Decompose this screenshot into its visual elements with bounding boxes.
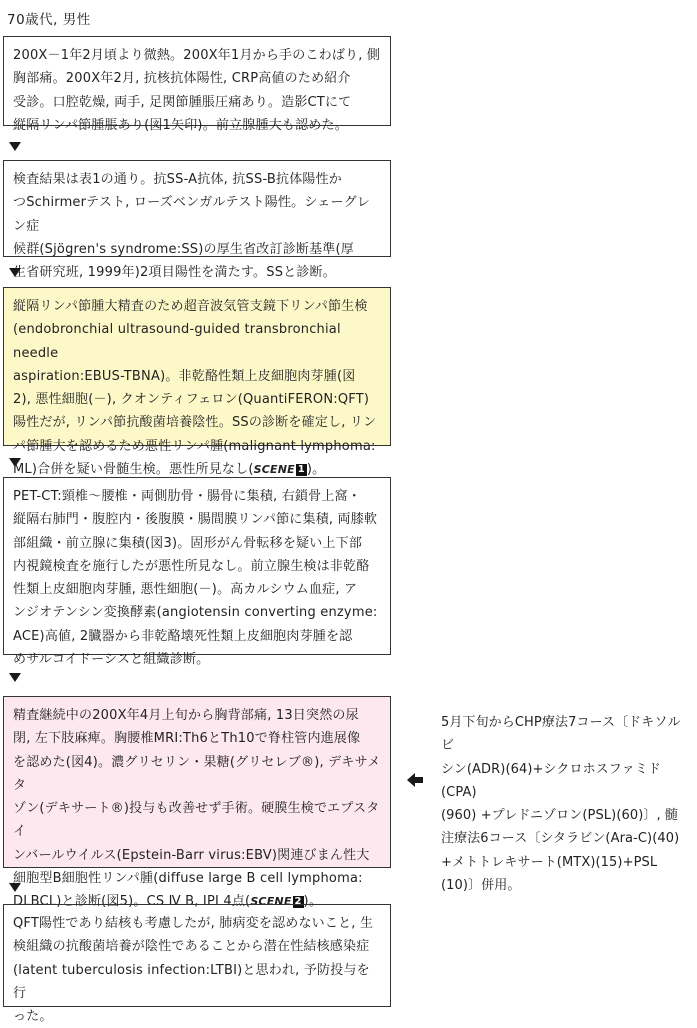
history-text: 200X－1年2月頃より微熱。200X年1月から手のこわばり, 側 胸部痛。200X年2月, 抗核抗体陽性, CRP高値のため紹介 受診。口腔乾燥, 両手, 足関節腫脹圧痛あり。造影CTにて 縦隔リンパ節腫脹あり(図1矢印)。前立腺腫大も認めた。 <box>13 48 381 133</box>
left-arrow-icon <box>407 773 423 787</box>
dlbcl-body: 精査継続中の200X年4月上旬から胸背部痛, 13日突然の尿 閉, 左下肢麻痺。胸腰椎MRI:Th6とTh10で脊柱管内進展像 を認めた(図4)。濃グリセリン・果糖(グリセレブ®), デキサメタ ゾン(デキサート®)投与も改善せず手術。硬膜生検でエプスタイ ンバールウイルス(Epstein-Barr virus:EBV)関連びまん性大 細胞型B細胞性リンパ腫(diffuse large B cell lymphoma: DLBCL)と診断(図5)。CS Ⅳ B, IPI 4点( <box>13 708 381 910</box>
ltbi-box <box>3 904 391 1025</box>
scene-label: SCENE <box>253 463 295 477</box>
ebus-text <box>13 295 382 481</box>
pet-ct-text: PET-CT:頸椎～腰椎・両側肋骨・腸骨に集積, 右鎖骨上窩・ 縦隔右肺門・腹腔内・後腹膜・腸間膜リンパ節に集積, 両膝軟 部組織・前立腺に集積(図3)。固形がん骨転移を疑い上下部 内視鏡検査を施行したが悪性所見なし。前立腺生検は非乾酪 性類上皮細胞肉芽腫, 悪性細胞(－)。高カルシウム血症, ア ンジオテンシン変換酵素(angiotensin converting enzyme: ACE)高値, 2臓器から非乾酪壊死性類上皮細胞肉芽腫を認 めサルコイドーシスと組織診断。 <box>13 489 378 668</box>
dlbcl-tail: )。 <box>303 894 323 910</box>
ltbi-text: QFT陽性であり結核も考慮したが, 肺病変を認めないこと, 生 検組織の抗酸菌培養が陰性であることから潜在性結核感染症 (latent tuberculosis infection:LTBI)と思われ, 予防投与を行 った。 <box>13 916 374 1025</box>
down-triangle-icon <box>9 673 21 682</box>
ebus-box <box>3 287 391 478</box>
down-triangle-icon <box>9 142 21 151</box>
down-triangle-icon <box>9 458 21 467</box>
down-triangle-icon <box>9 883 21 892</box>
history-box <box>3 36 391 133</box>
down-triangle-icon <box>9 268 21 277</box>
scene-number-badge: 2 <box>294 896 302 908</box>
exam-results-box <box>3 160 391 281</box>
dlbcl-box <box>3 696 391 910</box>
scene-label: SCENE <box>250 895 292 909</box>
scene-number-badge: 1 <box>297 464 305 476</box>
exam-results-text: 検査結果は表1の通り。抗SS-A抗体, 抗SS-B抗体陽性か つSchirmerテスト, ローズベンガルテスト陽性。シェーグレン症 候群(Sjögren's syndrome:SS)の厚生省改訂診断基準(厚 生省研究班, 1999年)2項目陽性を満たす。SSと診断。 <box>13 172 371 281</box>
ebus-body: 縦隔リンパ節腫大精査のため超音波気管支鏡下リンパ節生検 (endobronchial ultrasound-guided transbronchial needle aspiration:EBUS-TBNA)。非乾酪性類上皮細胞肉芽腫(図 2), 悪性細胞(－), クオンティフェロン(QuantiFERON:QFT) 陽性だが, リンパ節抗酸菌培養陰性。SSの診断を確定し, リン パ節腫大を認めるため悪性リンパ腫(malignant lymphoma: ML)合併を疑い骨髄生検。悪性所見なし( <box>13 299 377 478</box>
ebus-tail: )。 <box>306 462 326 478</box>
dlbcl-text <box>13 704 382 914</box>
pet-ct-box <box>3 477 391 668</box>
page-title: 70歳代, 男性 <box>7 12 91 28</box>
treatment-note: 5月下旬からCHP療法7コース〔ドキソルビ シン(ADR)(64)+シクロホスファミド(CPA) (960) +プレドニゾロン(PSL)(60)〕, 髄 注療法6コース〔シタラビン(Ara-C)(40) +メトトレキサート(MTX)(15)+PSL (10)〕併用。 <box>441 715 681 894</box>
